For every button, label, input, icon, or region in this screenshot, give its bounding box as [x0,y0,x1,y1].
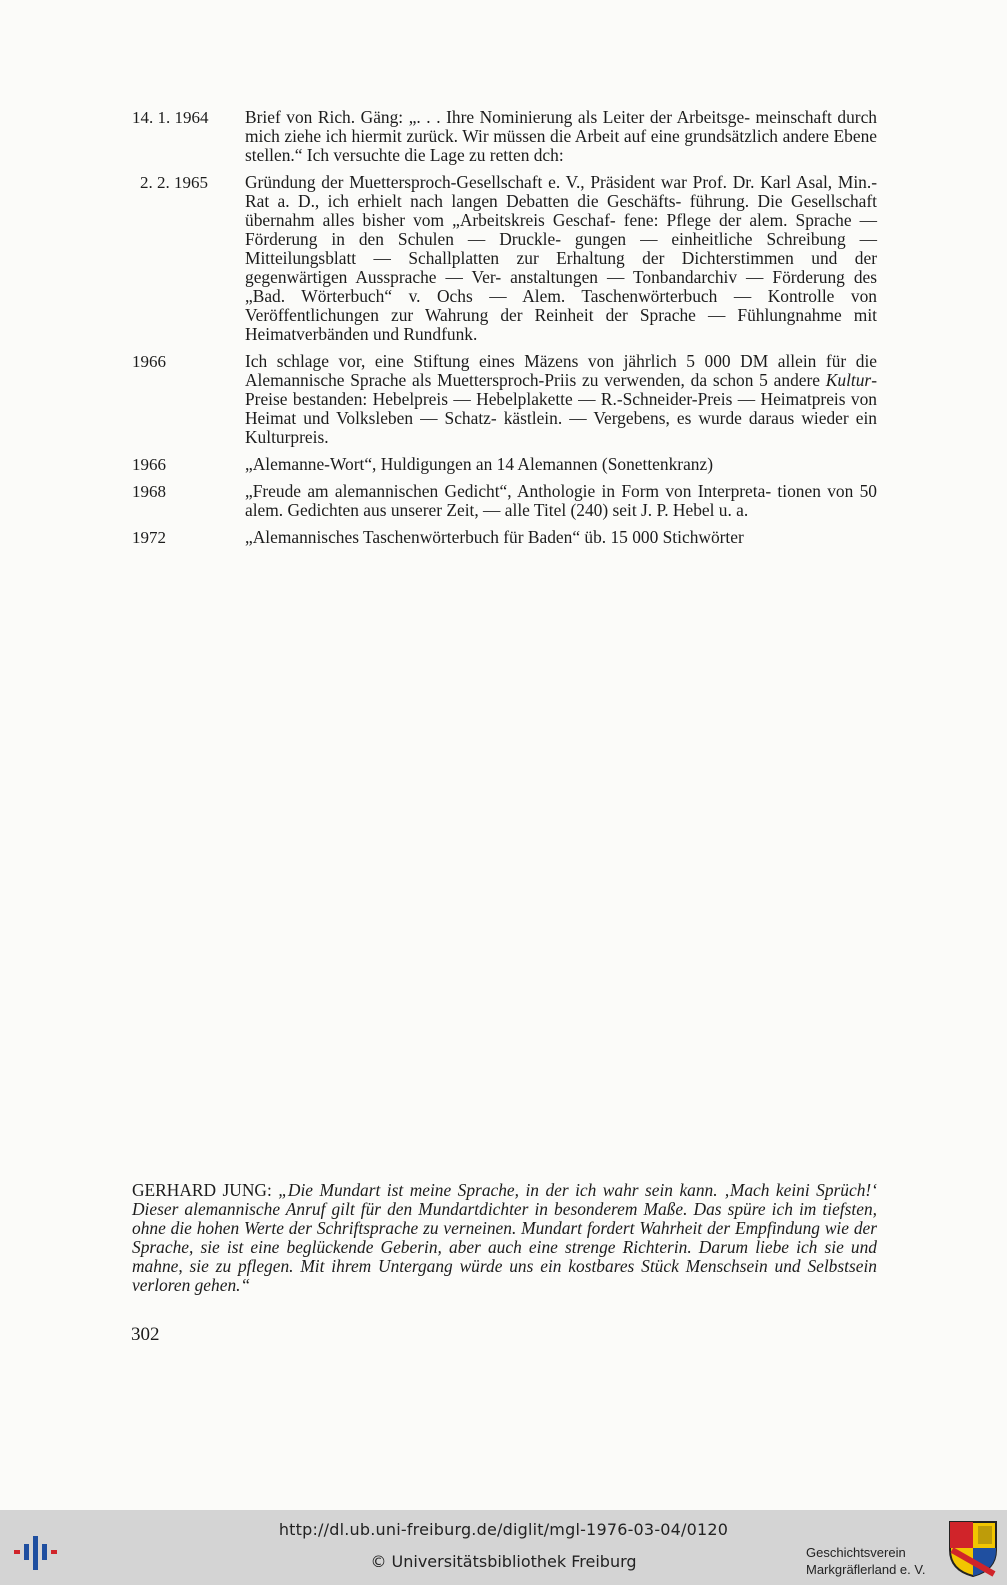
chronology-entry [132,173,877,344]
entry-date: 2. 2. 1965 [140,173,208,192]
chronology-entry [132,455,877,474]
entry-text: „Alemannisches Taschenwörterbuch für Baden“ üb. 15 000 Stichwörter [245,527,744,547]
entry-text: Brief von Rich. Gäng: „. . . Ihre Nominierung als Leiter der Arbeitsge- meinschaft durch mich ziehe ich hiermit zurück. Wir müssen die Arbeit auf eine grundsätzlich andere Ebene stellen.“ Ich versuchte die Lage zu retten dch: [245,107,877,165]
society-line: Geschichtsverein [806,1545,906,1560]
page-number: 302 [131,1324,160,1345]
entry-date: 1966 [132,455,166,474]
copyright-text: © Universitätsbibliothek Freiburg [370,1552,637,1571]
entry-text-part: Ich schlage vor, eine Stiftung eines Mäzens von jährlich 5 000 DM allein für die Alemannische Sprache als Muettersproch-Priis zu verwenden, da schon 5 andere [245,351,877,390]
quote-text: „Die Mundart ist meine Sprache, in der ich wahr sein kann. ‚Mach keini Sprüch!‘ Dieser alemannische Anruf gilt für den Mundartdichter in besonderem Maße. Das spüre ich im tiefsten, ohne die hohen Werte der Schriftsprache zu verneinen. Mundart fordert Wahrheit der Empfindung wie der Sprache, sie ist eine beglückende Geberin, aber auch eine strenge Richterin. Darum liebe ich sie und mahne, sie zu pflegen. Mit ihrem Untergang würde uns ein kostbares Stück Menschsein und Selbstsein verloren gehen.“ [132,1180,878,1295]
chronology-entry [132,108,877,165]
society-line: Markgräflerland e. V. [806,1562,926,1577]
chronology-entry [132,352,877,447]
entry-date: 14. 1. 1964 [132,108,209,127]
entry-date: 1966 [132,352,166,371]
chronology-entry [132,528,877,547]
entry-text: „Alemanne-Wort“, Huldigungen an 14 Alemannen (Sonettenkranz) [245,454,713,474]
society-name [806,1544,925,1578]
entry-text [245,352,877,447]
entry-date: 1968 [132,482,166,501]
entry-date: 1972 [132,528,166,547]
entry-text: „Freude am alemannischen Gedicht“, Anthologie in Form von Interpreta- tionen von 50 alem. Gedichten aus unserer Zeit, — alle Titel (240) seit J. P. Hebel u. a. [245,481,877,520]
quote-author: GERHARD JUNG: [132,1180,279,1200]
entry-text-italic: Kultur [825,370,872,390]
author-quote [132,1181,877,1295]
entry-text-part: -Preise bestanden: Hebelpreis — Hebelplakette — R.-Schneider-Preis — Heimatpreis von Heimat und Volksleben — Schatz- kästlein. — Vergebens, es wurde daraus wieder ein Kulturpreis. [245,370,877,447]
chronology-list [132,108,877,555]
document-url[interactable]: http://dl.ub.uni-freiburg.de/diglit/mgl-1976-03-04/0120 [278,1520,729,1539]
chronology-entry [132,482,877,520]
entry-text: Gründung der Muettersproch-Gesellschaft e. V., Präsident war Prof. Dr. Karl Asal, Min.-Rat a. D., ich erhielt nach langen Debatten die Geschäfts- führung. Die Gesellschaft übernahm alles bisher vom „Arbeitskreis Geschaf- fene: Pflege der alem. Sprache — Förderung in den Schulen — Druckle- gungen — einheitliche Schreibung — Mitteilungsblatt — Schallplatten zur Erhaltung der Dichterstimmen und der gegenwärtigen Aussprache — Ver- anstaltungen — Tonbandarchiv — Förderung des „Bad. Wörterbuch“ v. Ochs — Alem. Taschenwörterbuch — Kontrolle von Veröffentlichungen zur Wahrung der Reinheit der Sprache — Fühlungnahme mit Heimatverbänden und Rundfunk. [245,172,877,344]
coat-of-arms-icon [948,1520,998,1578]
footer-bar [0,1510,1007,1585]
